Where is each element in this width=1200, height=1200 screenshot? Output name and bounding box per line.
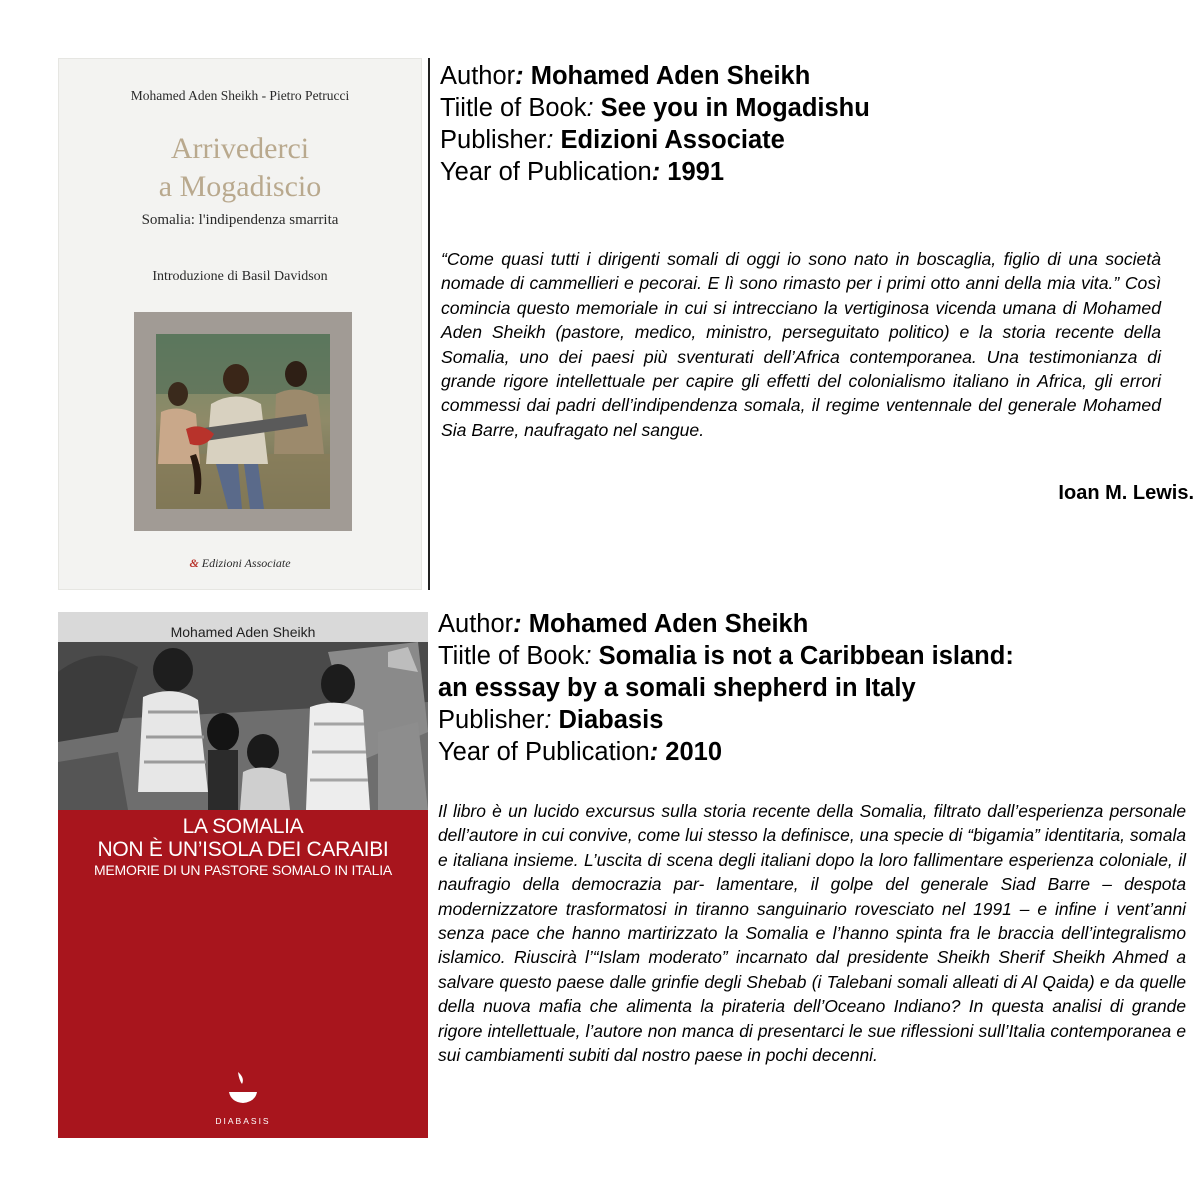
book1-author-label: Author xyxy=(440,62,516,90)
book2-cover-title-line2: NON È UN’ISOLA DEI CARAIBI xyxy=(97,838,389,861)
book2-cover-title-line1: LA SOMALIA xyxy=(182,815,304,838)
book1-year-label: Year of Publication xyxy=(440,158,652,186)
book2-description: Il libro è un lucido excursus sulla storia recente della Somalia, filtrato dall’esperienza personale dell’autore in cui convive, come lui stesso la definisce, una specie di “bigamia” identitaria, somala e italiana insieme. L’uscita di scena degli italiani dopo la loro fallimentare esperienza coloniale, il naufragio della democrazia par- lamentare, il golpe del generale Siad Barre – despota modernizzatore trasformatosi in tiranno sanguinario rovesciato nel 1991 – e infine i vent’anni senza pace che hanno martirizzato la Somalia e l’hanno spinta fra le braccia dell’integralismo islamico. Riuscirà l’“Islam moderato” incarnato dal presidente Sheikh Sherif Sheikh Ahmed a salvare questo paese dalle grinfie degli Shebab (i Talebani somali alleati di Al Qaida) e da quelle della nuova mafia che alimenta la pirateria dell’Oceano Indiano? In questa analisi di grande rigore intellettuale, l’autore non manca di presentarci le sue riflessioni sull’Italia contemporanea e sui cambiamenti subiti dal nostro paese in pochi decenni. xyxy=(438,801,1186,1066)
book2-author: Mohamed Aden Sheikh xyxy=(528,610,809,638)
book1-cover-publisher xyxy=(58,556,422,571)
book1-title-row: Tiitle of Book: See you in Mogadishu xyxy=(440,94,870,122)
book1-publisher-row: Publisher: Edizioni Associate xyxy=(440,126,785,154)
book2-title-line1: Somalia is not a Caribbean island: xyxy=(598,642,1014,670)
book1-title-label: Tiitle of Book xyxy=(440,94,587,122)
book2-year-label: Year of Publication xyxy=(438,738,650,766)
book2-cover-author: Mohamed Aden Sheikh xyxy=(170,624,316,640)
book2-cover xyxy=(58,612,428,1138)
book1-publisher-label: Publisher xyxy=(440,126,547,154)
book2-publisher: Diabasis xyxy=(558,706,664,734)
book1-description: “Come quasi tutti i dirigenti somali di oggi io sono nato in boscaglia, figlio di una società nomade di cammellieri e pecorai. E lì sono rimasto per i primi otto anni della mia vita.” Così comincia questo memoriale in cui si intrecciano la vertiginosa vicenda umana di Mohamed Aden Sheikh (pastore, medico, ministro, perseguitato politico) e la storia recente della Somalia, uno dei paesi più sventurati dell’Africa contemporanea. Una testimonianza di grande rigore intellettuale per capire gli effetti del colonialismo italiano in Africa, gli errori commessi dai padri dell’indipendenza somala, il regime ventennale del generale Mohamed Sia Barre, naufragato nel sangue. xyxy=(441,249,1161,440)
book2-cover-photo xyxy=(58,612,428,810)
book1-cover-subtitle: Somalia: l'indipendenza smarrita xyxy=(141,212,339,228)
book1-cover-introduction: Introduzione di Basil Davidson xyxy=(152,269,328,284)
book1-cover xyxy=(58,58,422,590)
book2-cover-publisher: DIABASIS xyxy=(215,1116,271,1126)
book1-cover-title-line1: Arrivederci xyxy=(170,132,310,165)
vertical-divider xyxy=(428,58,430,590)
book1-cover-photo-frame xyxy=(134,312,352,531)
book2-publisher-row: Publisher: Diabasis xyxy=(438,706,664,734)
book2-title-row-2 xyxy=(438,672,1178,704)
book1-year-row: Year of Publication: 1991 xyxy=(440,158,725,186)
book1-info xyxy=(440,60,1180,188)
publisher-logo-icon xyxy=(221,1070,265,1110)
book1-cover-publisher-name: Edizioni Associate xyxy=(201,556,291,570)
book1-author-row: Author: Mohamed Aden Sheikh xyxy=(440,62,811,90)
book2-title-row: Tiitle of Book: Somalia is not a Caribbean island: xyxy=(438,642,1014,670)
book1-publisher: Edizioni Associate xyxy=(560,126,785,154)
book1-title: See you in Mogadishu xyxy=(600,94,870,122)
cover-photo-image xyxy=(156,334,330,509)
book2-title-label: Tiitle of Book xyxy=(438,642,585,670)
book1-cover-title xyxy=(58,130,422,206)
book2-cover-subtitle: MEMORIE DI UN PASTORE SOMALO IN ITALIA xyxy=(93,862,393,878)
book2-info xyxy=(438,608,1178,768)
book2-author-label: Author xyxy=(438,610,514,638)
book2-author-row: Author: Mohamed Aden Sheikh xyxy=(438,610,809,638)
publisher-logo-mark: & xyxy=(189,556,199,570)
book1-cover-photo xyxy=(156,334,330,509)
book1-author: Mohamed Aden Sheikh xyxy=(530,62,811,90)
book1-cover-authors: Mohamed Aden Sheikh - Pietro Petrucci xyxy=(130,88,350,103)
book2-year-row: Year of Publication: 2010 xyxy=(438,738,723,766)
book2-publisher-label: Publisher xyxy=(438,706,545,734)
book1-year: 1991 xyxy=(667,158,725,186)
book2-title-line2: an esssay by a somali shepherd in Italy xyxy=(438,674,916,702)
book2-year: 2010 xyxy=(665,738,723,766)
book1-cover-title-line2: a Mogadiscio xyxy=(158,170,322,203)
book2-cover-title xyxy=(58,815,428,861)
book1-signature: Ioan M. Lewis. xyxy=(1058,482,1194,504)
